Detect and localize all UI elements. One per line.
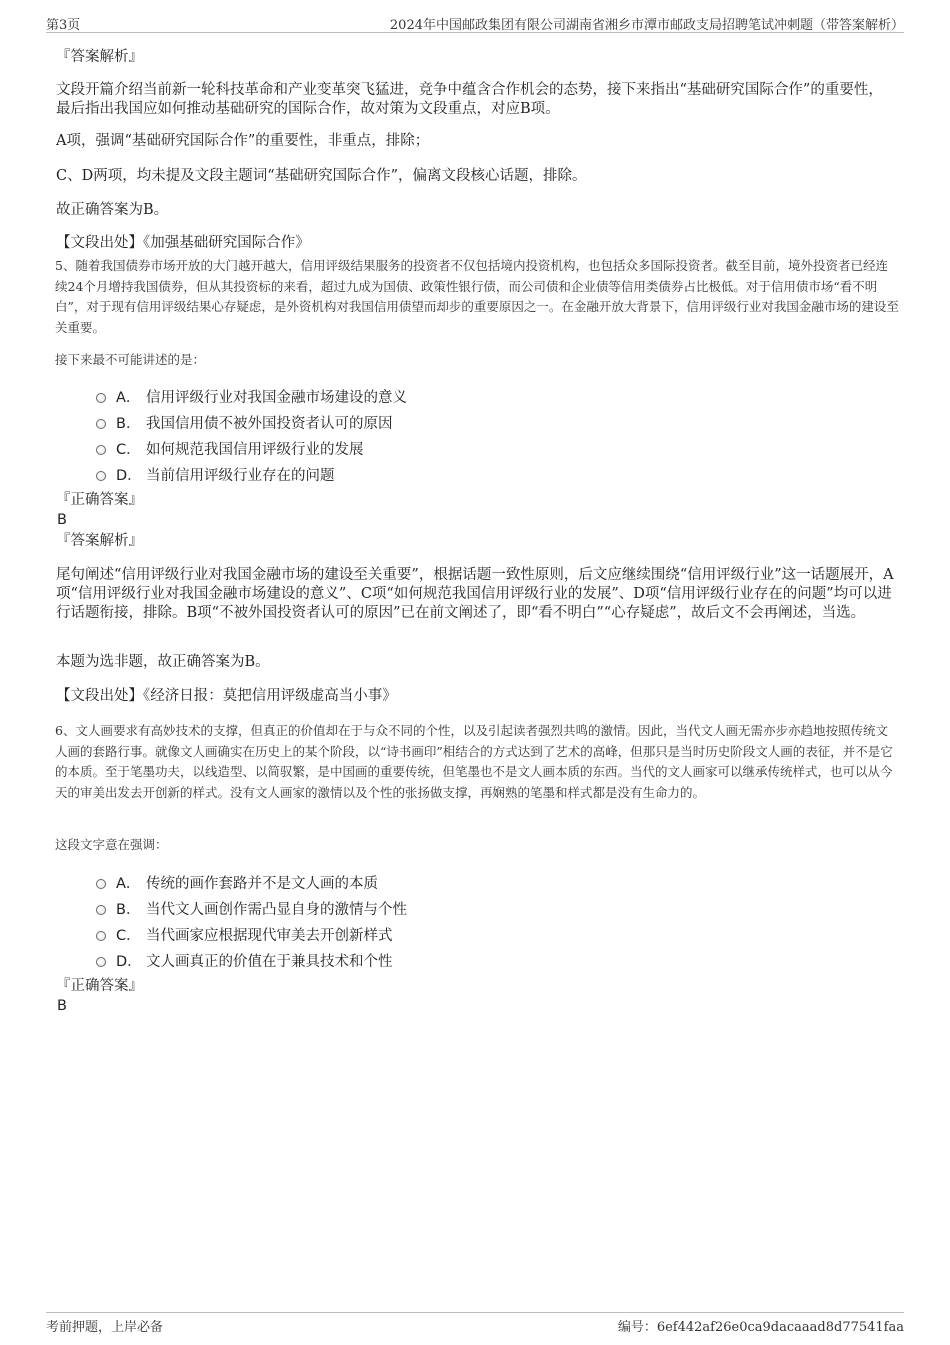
q4-analysis-paragraph-1: 文段开篇介绍当前新一轮科技革命和产业变革突飞猛进，竞争中蕴含合作机会的态势，接下来指出“基础研究国际合作”的重要性，最后指出我国应如何推动基础研究的国际合作，故对策为文段重点，对应B项。: [56, 82, 883, 117]
q5-analysis-paragraph-1: 尾句阐述“信用评级行业对我国金融市场的建设至关重要”，根据话题一致性原则，后文应继续围绕“信用评级行业”这一话题展开，A项“信用评级行业对我国金融市场建设的意义”、C项“如何规范我国信用评级行业的发展”、D项“信用评级行业存在的问题”均可以进行话题衔接，排除。B项“不被外国投资者认可的原因”已在前文阐述了，即“看不明白”“心存疑虑”，故后文不会再阐述，当选。: [56, 567, 894, 621]
q6-option-d[interactable]: D． 文人画真正的价值在于兼具技术和个性: [96, 950, 393, 971]
q6-stem: 6、文人画要求有高妙技术的支撑，但真正的价值却在于与众不同的个性，以及引起读者强烈共鸣的激情。因此，当代文人画无需亦步亦趋地按照传统文人画的套路行事。就像文人画确实在历史上的某个阶段，以“诗书画印”相结合的方式达到了艺术的高峰，但那只是当时历史阶段文人画的表征，并不是它的本质。至于笔墨功夫，以线造型、以简驭繁，是中国画的重要传统，但笔墨也不是文人画本质的东西。当代的文人画家可以继承传统样式，也可以从今天的审美出发去开创新的样式。没有文人画家的激情以及个性的张扬做支撑，再娴熟的笔墨和样式都是没有生命力的。: [55, 723, 893, 800]
page-header: [46, 14, 904, 33]
q4-source: 【文段出处】《加强基础研究国际合作》: [56, 235, 310, 251]
q5-analysis-label: 『答案解析』: [56, 533, 143, 549]
radio-icon[interactable]: [96, 393, 106, 403]
q6-prompt: 这段文字意在强调：: [55, 837, 168, 852]
radio-icon[interactable]: [96, 445, 106, 455]
q5-option-b[interactable]: B． 我国信用债不被外国投资者认可的原因: [96, 412, 393, 433]
footer-slogan: 考前押题，上岸必备: [46, 1320, 164, 1335]
q6-option-a[interactable]: A． 传统的画作套路并不是文人画的本质: [96, 872, 378, 893]
q5-source: 【文段出处】《经济日报：莫把信用评级虚高当小事》: [56, 688, 397, 704]
q5-option-a[interactable]: A． 信用评级行业对我国金融市场建设的意义: [96, 386, 407, 407]
q5-option-c[interactable]: C． 如何规范我国信用评级行业的发展: [96, 438, 364, 459]
q5-stem: 5、随着我国债券市场开放的大门越开越大，信用评级结果服务的投资者不仅包括境内投资机构，也包括众多国际投资者。截至目前，境外投资者已经连续24个月增持我国债券，但从其投资标的来看，超过九成为国债、政策性银行债，而公司债和企业债等信用类债券占比极低。对于信用债市场“看不明白”，对于现有信用评级结果心存疑虑，是外资机构对我国信用债望而却步的重要原因之一。在金融开放大背景下，信用评级行业对我国金融市场的建设至关重要。: [55, 258, 899, 335]
q5-answer-label: 『正确答案』: [56, 492, 143, 508]
page-number: 第3页: [46, 18, 81, 33]
q6-option-c[interactable]: C． 当代画家应根据现代审美去开创新样式: [96, 924, 393, 945]
radio-icon[interactable]: [96, 419, 106, 429]
document-title: 2024年中国邮政集团有限公司湖南省湘乡市潭市邮政支局招聘笔试冲刺题（带答案解析）: [389, 18, 904, 33]
radio-icon[interactable]: [96, 905, 106, 915]
radio-icon[interactable]: [96, 879, 106, 889]
q6-answer: B: [57, 998, 67, 1014]
radio-icon[interactable]: [96, 471, 106, 481]
q4-analysis-paragraph-2: A项，强调“基础研究国际合作”的重要性，非重点，排除；: [56, 133, 430, 149]
page-footer: [46, 1312, 904, 1335]
q6-option-b[interactable]: B． 当代文人画创作需凸显自身的激情与个性: [96, 898, 407, 919]
q5-prompt: 接下来最不可能讲述的是：: [55, 352, 206, 367]
q5-option-d[interactable]: D． 当前信用评级行业存在的问题: [96, 464, 335, 485]
q5-answer: B: [57, 512, 67, 528]
q5-analysis-paragraph-2: 本题为选非题，故正确答案为B。: [56, 654, 270, 670]
radio-icon[interactable]: [96, 931, 106, 941]
q4-analysis-paragraph-3: C、D两项，均未提及文段主题词“基础研究国际合作”，偏离文段核心话题，排除。: [56, 168, 587, 184]
q4-analysis-paragraph-4: 故正确答案为B。: [56, 202, 169, 218]
q6-answer-label: 『正确答案』: [56, 978, 143, 994]
document-code: 编号：6ef442af26e0ca9dacaaad8d77541faa: [617, 1320, 904, 1335]
q4-analysis-label: 『答案解析』: [56, 49, 143, 65]
radio-icon[interactable]: [96, 957, 106, 967]
